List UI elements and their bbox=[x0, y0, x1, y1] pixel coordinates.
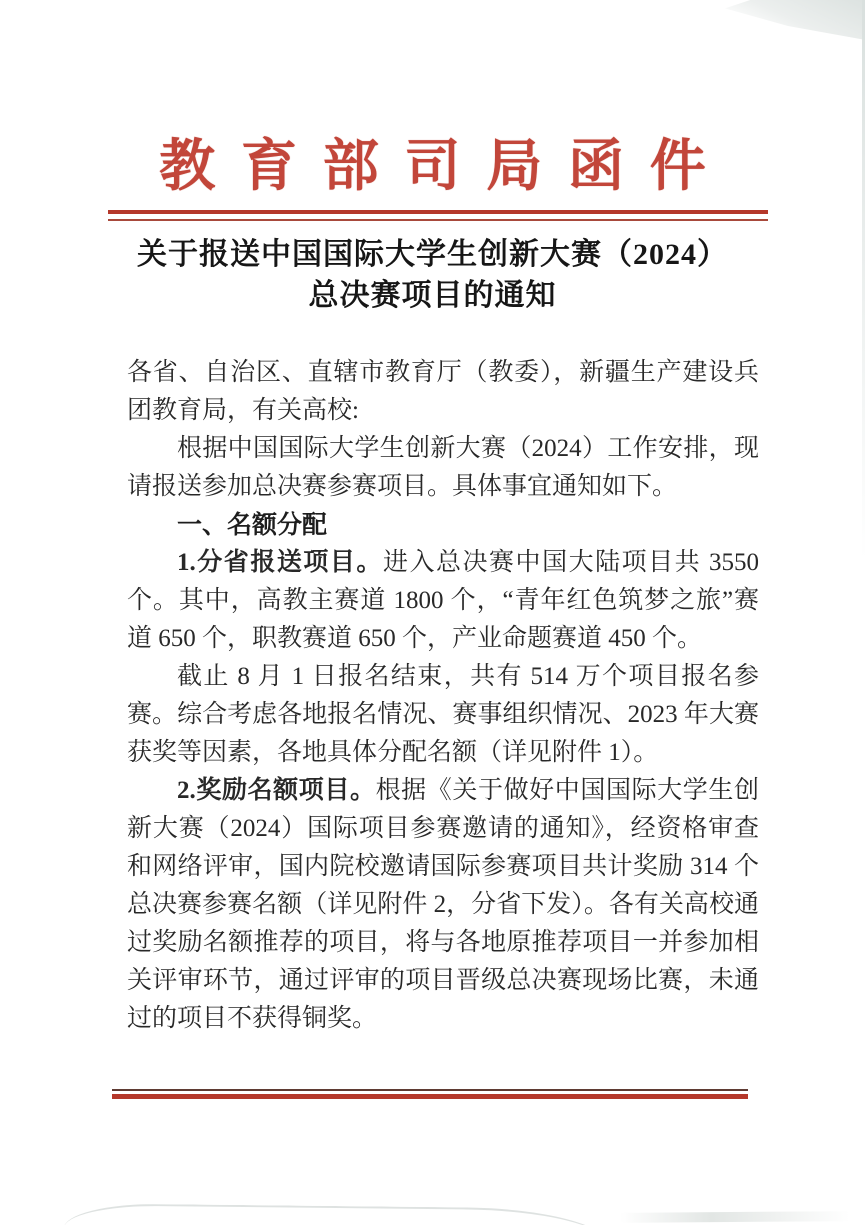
scan-artifact-bottom-edge bbox=[64, 1203, 609, 1225]
paragraph-item1 bbox=[127, 544, 759, 658]
document-title-line1: 关于报送中国国际大学生创新大赛（2024） bbox=[137, 238, 728, 271]
paragraph-item2 bbox=[127, 772, 759, 1038]
footer-rule-thin bbox=[112, 1089, 748, 1091]
footer-rule-thick bbox=[112, 1094, 748, 1099]
document-body bbox=[127, 354, 759, 1038]
paragraph-intro: 根据中国国际大学生创新大赛（2024）工作安排，现请报送参加总决赛参赛项目。具体事宜通知如下。 bbox=[127, 435, 759, 500]
item2-lead: 2.奖励名额项目。 bbox=[177, 777, 376, 804]
salutation: 各省、自治区、直辖市教育厅（教委），新疆生产建设兵团教育局，有关高校: bbox=[127, 359, 759, 424]
header-rule-thin bbox=[108, 219, 768, 221]
document-title bbox=[0, 234, 865, 316]
document-title-line2: 总决赛项目的通知 bbox=[308, 279, 557, 312]
item1-text: 进入总决赛中国大陆项目共 3550 个。其中，高教主赛道 1800 个，“青年红色筑梦之旅”赛道 650 个，职教赛道 650 个，产业命题赛道 450 个。 bbox=[127, 549, 759, 652]
item1-lead: 1.分省报送项目。 bbox=[177, 549, 383, 576]
item2-text: 根据《关于做好中国国际大学生创新大赛（2024）国际项目参赛邀请的通知》，经资格审查和网络评审，国内院校邀请国际参赛项目共计奖励 314 个总决赛参赛名额（详见附件 2，分省下发）。各有关高校通过奖励名额推荐的项目，将与各地原推荐项目一并参加相关评审环节，通过评审的项目晋级总决赛现场比赛，未通过的项目不获得铜奖。 bbox=[127, 777, 759, 1032]
section-heading-quota-allocation: 一、名额分配 bbox=[177, 511, 328, 539]
scan-artifact-top-right bbox=[725, 0, 865, 42]
letterhead-title: 教育部司局函件 bbox=[159, 136, 732, 198]
scan-artifact-bottom-right bbox=[620, 1211, 850, 1223]
paragraph-deadline: 截止 8 月 1 日报名结束，共有 514 万个项目报名参赛。综合考虑各地报名情况、赛事组织情况、2023 年大赛获奖等因素，各地具体分配名额（详见附件 1）。 bbox=[127, 663, 759, 766]
header-rule-thick bbox=[108, 210, 768, 214]
